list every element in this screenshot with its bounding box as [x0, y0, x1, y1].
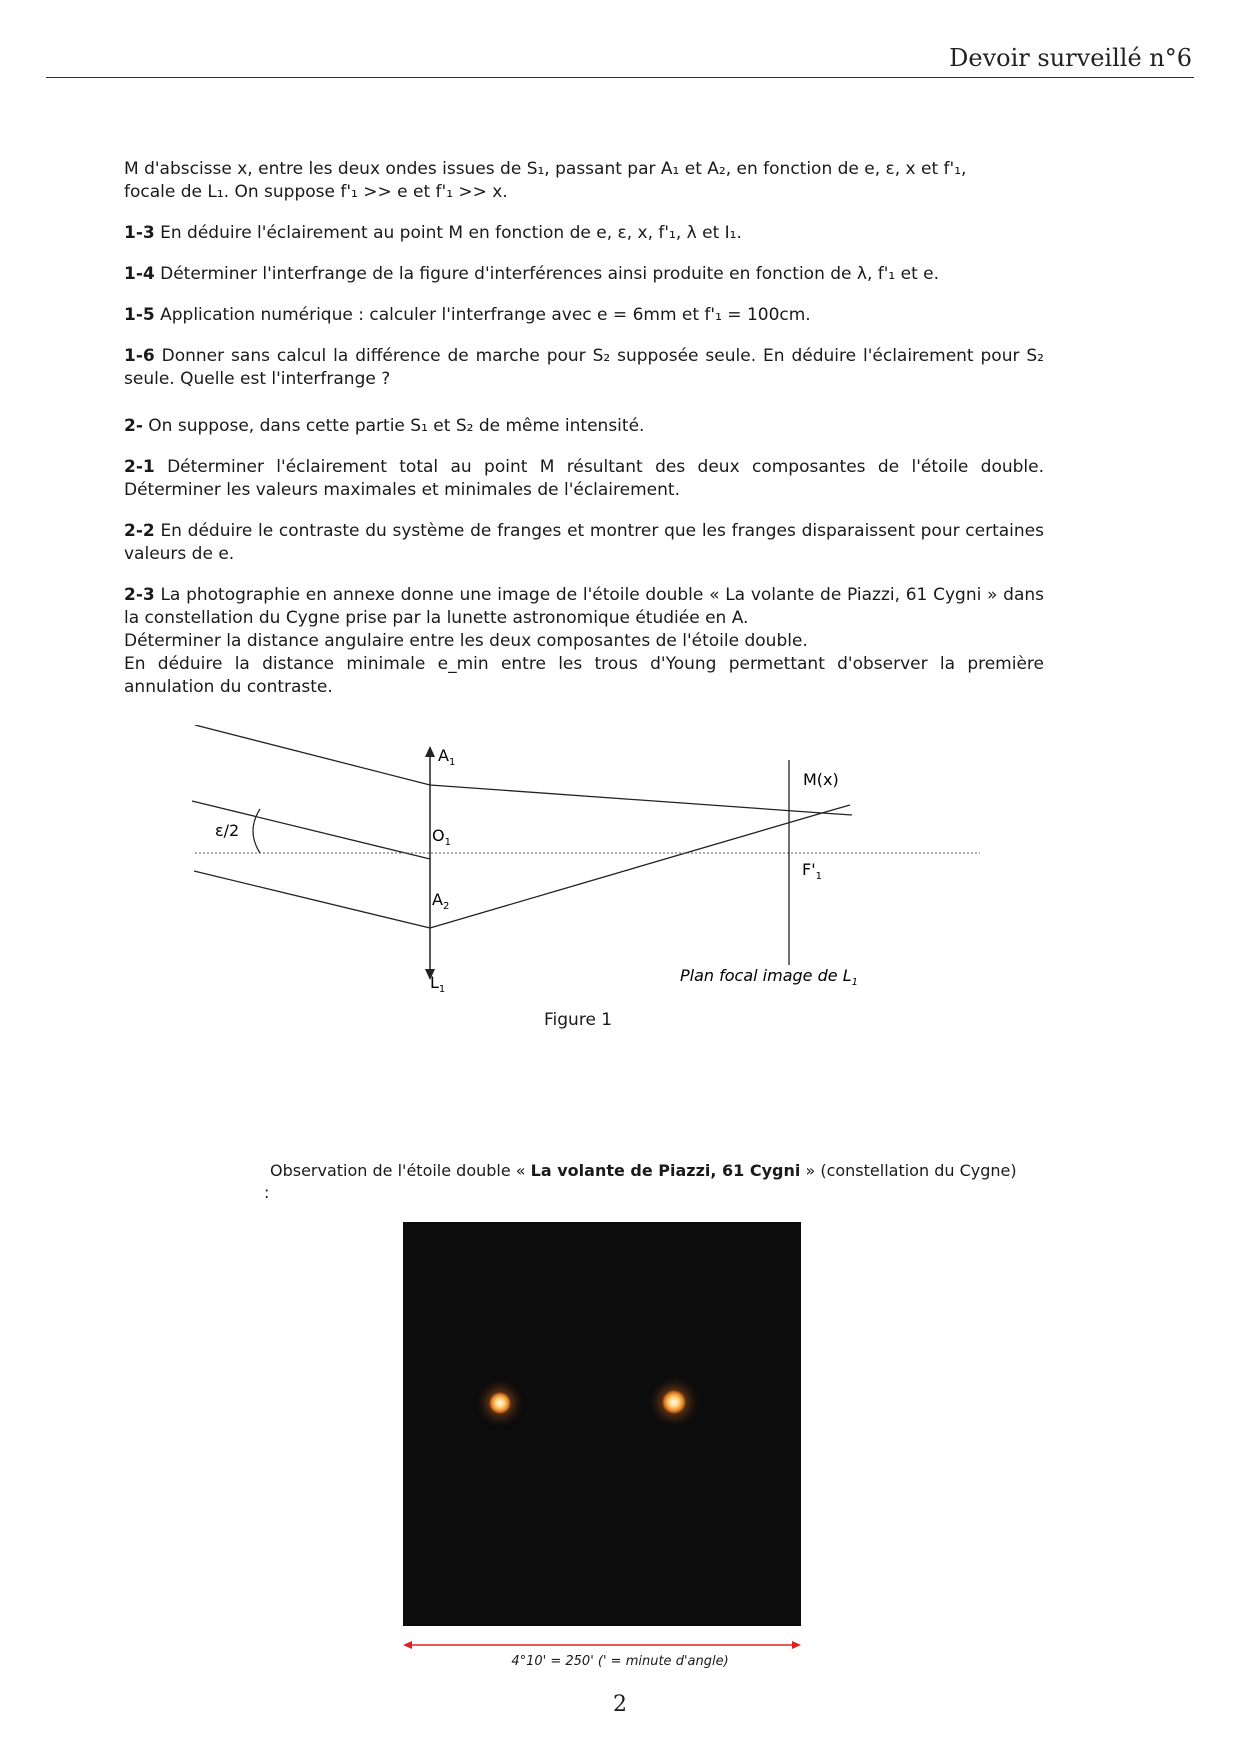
label-m: M(x)	[803, 770, 839, 789]
question-text: La photographie en annexe donne une image de l'étoile double « La volante de Piazzi, 61 Cygni » dans la constellation du Cygne prise par la lunette astronomique étudiée en A.	[124, 585, 1045, 628]
question-text: On suppose, dans cette partie S₁ et S₂ de même intensité.	[148, 416, 645, 436]
annex-caption-pre: Observation de l'étoile double «	[270, 1161, 531, 1180]
question-number: 1-3	[124, 223, 155, 243]
star-component-2	[662, 1390, 686, 1414]
label-a2: $A_2$	[432, 890, 450, 912]
label-focal-plane: Plan focal image de $L_1$	[680, 966, 858, 988]
question-text: En déduire la distance minimale e_min entre les trous d'Young permettant d'observer la première annulation du contraste.	[124, 654, 1044, 697]
annex-caption	[264, 1160, 1017, 1204]
lens-arrow-up	[425, 746, 435, 757]
label-f1: $F'_1$	[802, 860, 822, 882]
paragraph-continuation	[124, 158, 1044, 204]
question-number: 1-4	[124, 264, 155, 284]
annex-caption-title: La volante de Piazzi, 61 Cygni	[530, 1161, 801, 1180]
exercise-text	[124, 158, 1044, 699]
question-text: En déduire l'éclairement au point M en fonction de e, ε, x, f'₁, λ et I₁.	[160, 223, 742, 243]
incident-ray-1	[195, 725, 430, 785]
refracted-ray-a1	[430, 785, 822, 813]
incident-ray-3	[194, 871, 430, 928]
question-text: Donner sans calcul la différence de marche pour S₂ supposée seule. En déduire l'éclairement pour S₂ seule. Quelle est l'interfrange ?	[124, 346, 1044, 389]
figure-caption: Figure 1	[544, 1010, 613, 1030]
continuation-line-2: focale de L₁. On suppose f'₁ >> e et f'₁ >> x.	[124, 182, 508, 202]
label-o1: $O_1$	[432, 826, 451, 848]
question-2	[124, 415, 1044, 438]
angular-scale-label: 4°10' = 250' (' = minute d'angle)	[511, 1654, 729, 1669]
annex-caption-colon: :	[264, 1183, 270, 1202]
page-number: 2	[613, 1692, 627, 1717]
star-component-1	[489, 1392, 511, 1414]
question-1-3	[124, 222, 1044, 245]
question-number: 2-1	[124, 457, 155, 477]
question-number: 1-6	[124, 346, 155, 366]
double-star-photo	[403, 1222, 801, 1626]
question-text: Déterminer la distance angulaire entre les deux composantes de l'étoile double.	[124, 631, 808, 651]
question-number: 2-3	[124, 585, 155, 605]
question-2-1	[124, 456, 1044, 502]
question-1-6	[124, 345, 1044, 391]
label-l1: $L_1$	[430, 973, 446, 995]
question-1-5	[124, 304, 1044, 327]
question-2-2	[124, 520, 1044, 566]
figure-1-diagram	[180, 725, 1000, 1025]
question-number: 2-	[124, 416, 143, 436]
question-number: 2-2	[124, 521, 155, 541]
label-a1: $A_1$	[438, 746, 456, 768]
ray-extension	[822, 813, 852, 815]
question-number: 1-5	[124, 305, 155, 325]
question-1-4	[124, 263, 1044, 286]
question-text: En déduire le contraste du système de franges et montrer que les franges disparaissent pour certaines valeurs de e.	[124, 521, 1044, 564]
question-text: Application numérique : calculer l'interfrange avec e = 6mm et f'₁ = 100cm.	[160, 305, 811, 325]
question-text: Déterminer l'éclairement total au point M résultant des deux composantes de l'étoile double. Déterminer les valeurs maximales et minimales de l'éclairement.	[124, 457, 1044, 500]
header-rule	[46, 77, 1194, 78]
header-title: Devoir surveillé n°6	[949, 44, 1192, 72]
annex-caption-post: » (constellation du Cygne)	[800, 1161, 1017, 1180]
angular-scale-arrow	[403, 1637, 801, 1653]
ray-extension	[822, 805, 850, 813]
label-epsilon: ε/2	[215, 821, 240, 840]
refracted-ray-a2	[430, 813, 822, 928]
question-text: Déterminer l'interfrange de la figure d'interférences ainsi produite en fonction de λ, f'₁ et e.	[160, 264, 940, 284]
question-2-3	[124, 584, 1044, 699]
continuation-line-1: M d'abscisse x, entre les deux ondes issues de S₁, passant par A₁ et A₂, en fonction de e, ε, x et f'₁,	[124, 159, 967, 179]
